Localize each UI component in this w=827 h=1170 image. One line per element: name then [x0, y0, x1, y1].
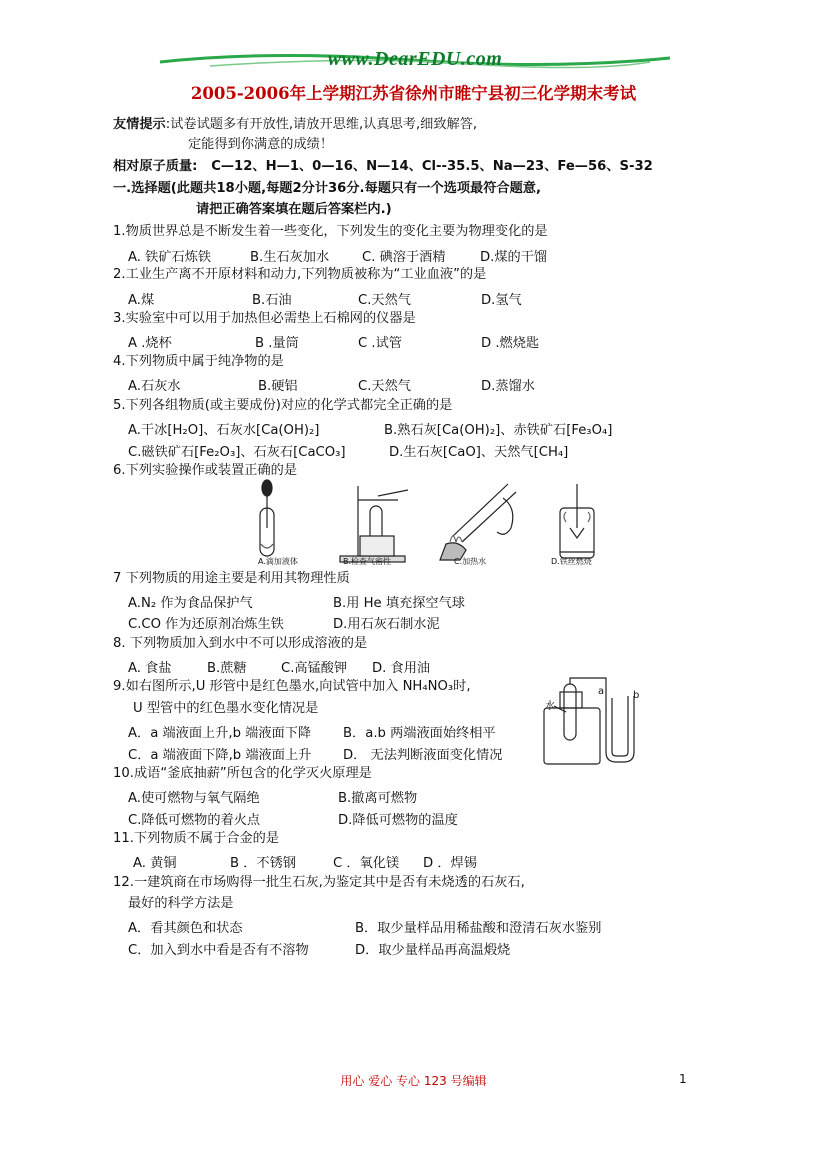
q3-option-a: A .烧杯	[128, 336, 172, 351]
q12-option-c: C．加入到水中看是否有不溶物	[128, 943, 309, 958]
page-number: 1	[679, 1072, 687, 1086]
q6-caption-d: D.铁丝燃烧	[551, 557, 592, 566]
q9-fig-a-label: a	[598, 686, 605, 697]
q7-stem: 7 下列物质的用途主要是利用其物理性质	[113, 571, 350, 586]
q5-option-b: B.熟石灰[Ca(OH)₂]、赤铁矿石[Fe₃O₄]	[384, 423, 613, 438]
page-footer: 用心 爱心 专心 123 号编辑	[340, 1074, 487, 1088]
q8-option-c: C.高锰酸钾	[281, 661, 348, 676]
section-heading-2: 请把正确答案填在题后答案栏内.)	[196, 202, 392, 217]
q7-option-b: B.用 He 填充探空气球	[333, 596, 465, 611]
tip-line-2: 定能得到你满意的成绩！	[188, 137, 334, 152]
q9-option-c: C．a 端液面下降,b 端液面上升	[128, 748, 312, 763]
q3-option-c: C .试管	[358, 336, 402, 351]
q12-option-b: B．取少量样品用稀盐酸和澄清石灰水鉴别	[355, 921, 602, 936]
q1-option-d: D.煤的干馏	[480, 250, 548, 265]
q12-option-d: D．取少量样品再高温煅烧	[355, 943, 511, 958]
q7-option-a: A.N₂ 作为食品保护气	[128, 596, 253, 611]
atomic-mass-values: C—12、H—1、0—16、N—14、Cl--35.5、Na—23、Fe—56、S-32	[211, 159, 653, 174]
q10-stem: 10.成语“釜底抽薪”所包含的化学灭火原理是	[113, 766, 372, 781]
q1-option-c: C. 碘溶于酒精	[362, 250, 446, 265]
q5-option-d: D.生石灰[CaO]、天然气[CH₄]	[389, 445, 569, 460]
q3-option-b: B .量筒	[255, 336, 299, 351]
q8-stem: 8. 下列物质加入到水中不可以形成溶液的是	[113, 636, 368, 651]
q11-option-d: D ．焊锡	[423, 856, 477, 871]
q2-option-d: D.氢气	[481, 293, 522, 308]
tip-line-1	[113, 116, 477, 134]
q5-option-a: A.干冰[H₂O]、石灰水[Ca(OH)₂]	[128, 423, 320, 438]
q10-option-d: D.降低可燃物的温度	[338, 813, 458, 828]
q7-option-d: D.用石灰石制水泥	[333, 617, 440, 632]
q5-stem: 5.下列各组物质(或主要成份)对应的化学式都完全正确的是	[113, 398, 453, 413]
q5-option-c: C.磁铁矿石[Fe₂O₃]、石灰石[CaCO₃]	[128, 445, 346, 460]
q9-stem-2: U 型管中的红色墨水变化情况是	[133, 701, 319, 716]
q9-stem: 9.如右图所示,U 形管中是红色墨水,向试管中加入 NH₄NO₃时,	[113, 679, 471, 694]
q9-option-a: A．a 端液面上升,b 端液面下降	[128, 726, 312, 741]
q2-option-a: A.煤	[128, 293, 155, 308]
q8-option-a: A. 食盐	[128, 661, 172, 676]
q2-stem: 2.工业生产离不开原材料和动力,下列物质被称为“工业血液”的是	[113, 267, 487, 282]
atomic-mass-line	[113, 158, 653, 176]
q11-option-b: B ．不锈钢	[230, 856, 296, 871]
q6-caption-a: A.滴加液体	[258, 557, 298, 566]
q7-option-c: C.CO 作为还原剂冶炼生铁	[128, 617, 284, 632]
page-title: 2005-2006年上学期江苏省徐州市睢宁县初三化学期末考试	[190, 84, 637, 103]
q10-option-b: B.撤离可燃物	[338, 791, 418, 806]
q6-caption-b: B.检查气密性	[343, 557, 392, 566]
q11-option-a: A. 黄铜	[133, 856, 177, 871]
airtightness-stand-icon	[340, 486, 408, 562]
q2-option-c: C.天然气	[358, 293, 411, 308]
tip-text: :试卷试题多有开放性,请放开思维,认真思考,细致解答,	[165, 117, 478, 132]
atomic-mass-label: 相对原子质量:	[113, 159, 198, 174]
q10-option-a: A.使可燃物与氧气隔绝	[128, 791, 260, 806]
q1-stem: 1.物质世界总是不断发生着一些变化，下列发生的变化主要为物理变化的是	[113, 224, 548, 239]
q6-stem: 6.下列实验操作或装置正确的是	[113, 463, 298, 478]
section-heading: 一.选择题(此题共18小题,每题2分计36分.每题只有一个选项最符合题意,	[113, 181, 542, 196]
q8-option-b: B.蔗糖	[207, 661, 247, 676]
q3-stem: 3.实验室中可以用于加热但必需垫上石棉网的仪器是	[113, 311, 416, 326]
q11-stem: 11.下列物质不属于合金的是	[113, 831, 280, 846]
q12-stem-2: 最好的科学方法是	[128, 896, 234, 911]
iron-wire-bottle-icon	[560, 484, 594, 558]
q4-option-c: C.天然气	[358, 379, 411, 394]
tip-label: 友情提示	[113, 117, 166, 132]
q4-option-b: B.硬铝	[258, 379, 298, 394]
q4-stem: 4.下列物质中属于纯净物的是	[113, 354, 284, 369]
q2-option-b: B.石油	[252, 293, 292, 308]
q9-option-d: D． 无法判断液面变化情况	[343, 748, 503, 763]
q11-option-c: C ．氧化镁	[333, 856, 400, 871]
q8-option-d: D. 食用油	[372, 661, 431, 676]
heating-tube-icon	[440, 484, 516, 560]
q1-option-b: B.生石灰加水	[250, 250, 330, 265]
q12-option-a: A．看其颜色和状态	[128, 921, 243, 936]
q9-option-b: B．a.b 两端液面始终相平	[343, 726, 496, 741]
q4-option-a: A.石灰水	[128, 379, 181, 394]
q4-option-d: D.蒸馏水	[481, 379, 535, 394]
dropper-tube-icon	[260, 480, 274, 556]
q10-option-c: C.降低可燃物的着火点	[128, 813, 261, 828]
q12-stem: 12.一建筑商在市场购得一批生石灰,为鉴定其中是否有未烧透的石灰石,	[113, 875, 525, 890]
q9-fig-water-label: 水	[545, 701, 555, 712]
q6-caption-c: C.加热水	[454, 557, 487, 566]
q9-fig-b-label: b	[633, 690, 640, 701]
q1-option-a: A. 铁矿石炼铁	[128, 250, 212, 265]
logo-text: www.DearEDU.com	[327, 48, 503, 70]
q3-option-d: D .燃烧匙	[481, 336, 540, 351]
